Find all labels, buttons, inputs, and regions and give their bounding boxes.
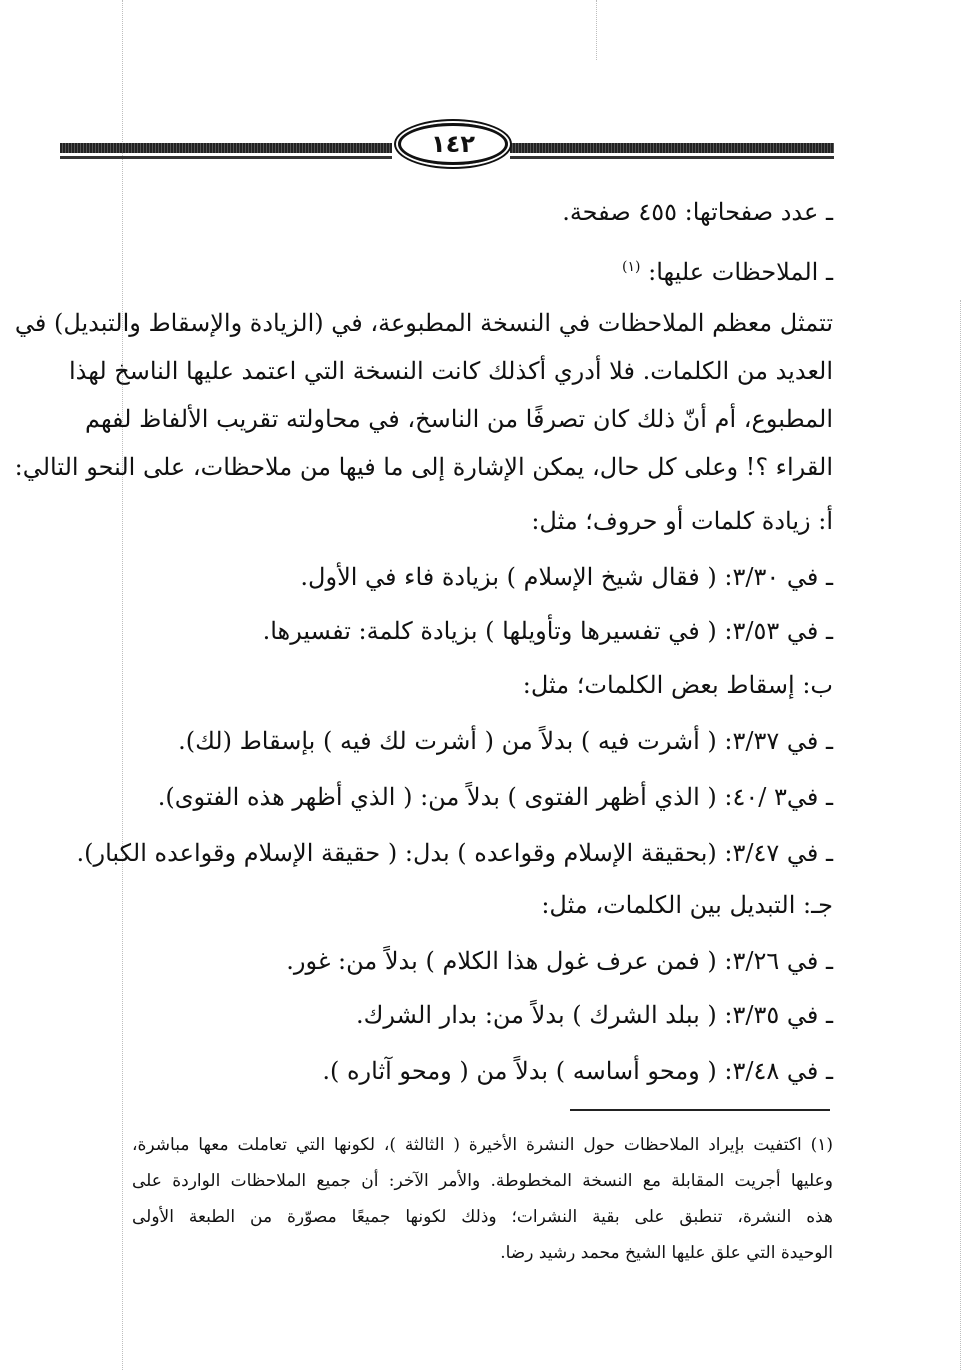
paragraph-line: المطبوع، أم أنّ ذلك كان تصرفًا من الناسخ، في محاولته تقريب الألفاظ لفهم (85, 405, 833, 433)
list-item: ـ في ٣/٤٧: (بحقيقة الإسلام وقواعده ) بدل: ( حقيقة الإسلام وقواعده الكبار). (76, 839, 833, 867)
header-rule-right (510, 143, 834, 153)
section-a-heading: أ: زيادة كلمات أو حروف؛ مثل: (531, 507, 833, 535)
footnote-line: الوحيدة التي علق عليها الشيخ محمد رشيد رضا. (500, 1243, 833, 1263)
scan-guide-line (960, 300, 961, 1370)
paragraph-line: القراء ؟! وعلى كل حال، يمكن الإشارة إلى ما فيها من ملاحظات، على النحو التالي: (14, 453, 833, 481)
paragraph-line: تتمثل معظم الملاحظات في النسخة المطبوعة، في (الزيادة والإسقاط والتبديل) في (14, 309, 833, 337)
list-item: ـ في ٣/٣٥: ( ببلد الشرك ) بدلاً من: بدار الشرك. (355, 1001, 833, 1029)
notes-heading-line (622, 250, 833, 289)
footnote-line: (١) اكتفيت بإيراد الملاحظات حول النشرة الأخيرة ( الثالثة )، لكونها التي تعاملت معها مباشرة، (132, 1135, 833, 1155)
list-item: ـ في ٣/٤٨: ( ومحو أساسه ) بدلاً من ( ومحو آثاره ). (322, 1057, 833, 1085)
footnote-marker: (١) (622, 259, 641, 275)
list-item: ـ في ٣/٣٠: ( فقال شيخ الإسلام ) بزيادة فاء في الأول. (300, 563, 833, 591)
footnote-line: هذه النشرة، تنطبق على بقية النشرات؛ وذلك لكونها جميعًا مصوّرة من الطبعة الأولى (132, 1207, 833, 1227)
scan-guide-line (596, 0, 597, 60)
scan-guide-line (122, 0, 123, 1370)
section-b-heading: ب: إسقاط بعض الكلمات؛ مثل: (522, 671, 833, 699)
list-item: ـ في ٣/٣٧: ( أشرت فيه ) بدلاً من ( أشرت لك فيه ) بإسقاط (لك). (178, 727, 833, 755)
notes-heading-text: ـ الملاحظات عليها: (648, 258, 833, 286)
footnote-separator (570, 1109, 830, 1111)
header-rule-left (60, 143, 392, 153)
paragraph-line: العديد من الكلمات. فلا أدري أكذلك كانت النسخة التي اعتمد عليها الناسخ لهذا (68, 357, 833, 385)
pages-count-line: ـ عدد صفحاتها: ٤٥٥ صفحة. (562, 198, 833, 226)
list-item: ـ في ٣/٢٦: ( فمن عرف غول هذا الكلام ) بدلاً من: غور. (286, 947, 833, 975)
section-c-heading: جـ: التبديل بين الكلمات، مثل: (541, 891, 833, 919)
list-item: ـ في٣ /٤٠: ( الذي أظهر الفتوى ) بدلاً من: ( الذي أظهر هذه الفتوى). (157, 783, 833, 811)
page-number: ١٤٢ (398, 123, 508, 165)
list-item: ـ في ٣/٥٣: ( في تفسيرها وتأويلها ) بزيادة كلمة: تفسيرها. (262, 617, 833, 645)
footnote-line: وعليها أجريت المقابلة مع النسخة المخطوطة. والأمر الآخر: أن جميع الملاحظات الواردة على (132, 1171, 833, 1191)
